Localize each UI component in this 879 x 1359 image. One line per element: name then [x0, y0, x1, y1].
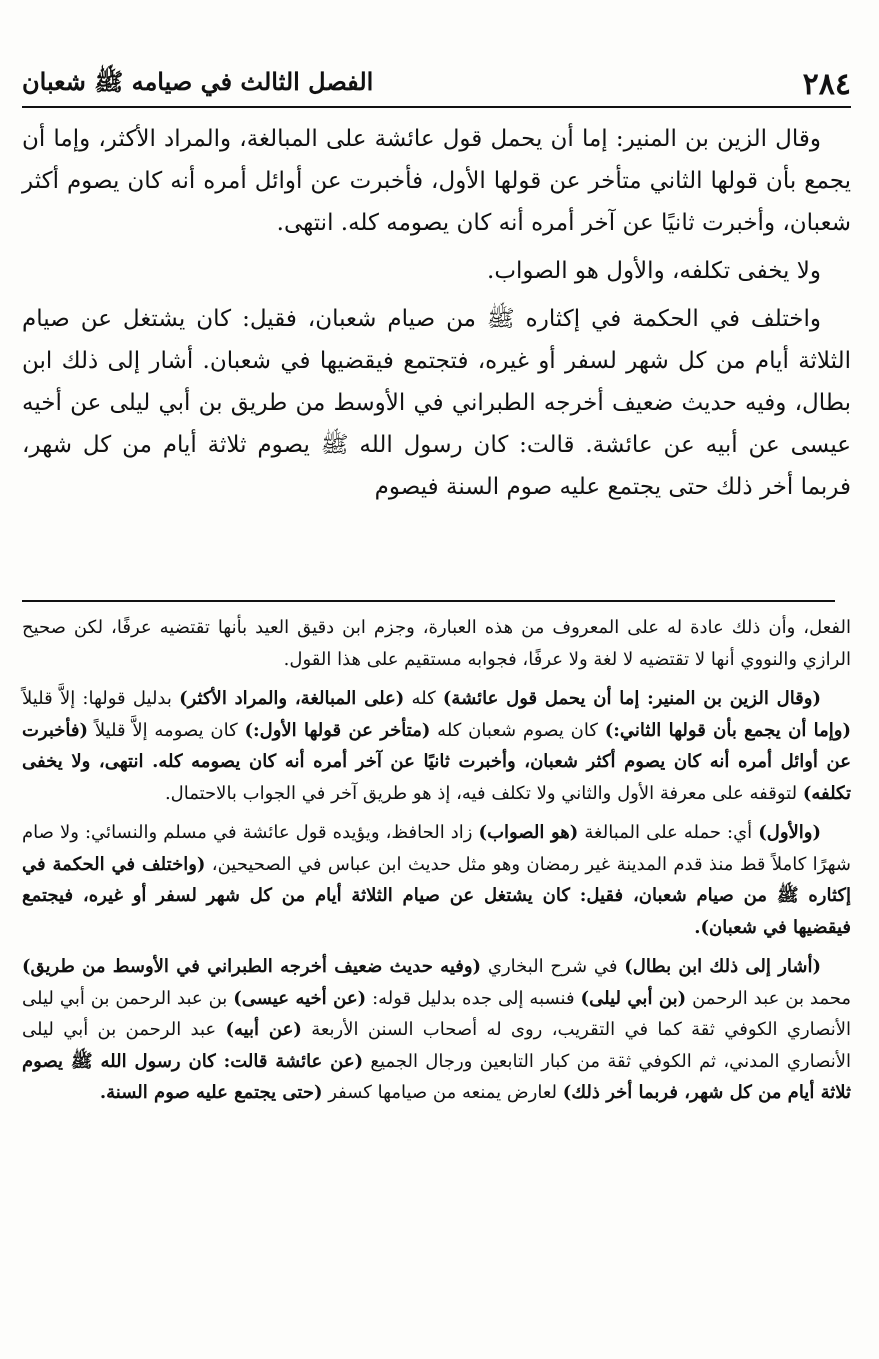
commentary-run: لتوقفه على معرفة الأول والثاني ولا تكلف فيه، إذ هو طريق آخر في الجواب بالاحتمال.: [164, 782, 803, 804]
commentary-run: زاد الحافظ، ويؤيده قول عائشة في مسلم والنسائي: ولا صام شهرًا كاملاً قط منذ قدم المدينة غير رمضان وهو مثل حديث ابن عباس في الصحيحين،: [22, 822, 851, 875]
commentary-paragraph-3: [22, 817, 851, 943]
quoted-matn: (أشار إلى ذلك ابن بطال): [624, 956, 821, 977]
commentary-paragraph-2: [22, 683, 851, 809]
footnote-divider: [22, 600, 835, 602]
running-title: الفصل الثالث في صيامه ﷺ شعبان: [22, 67, 374, 96]
quoted-matn: (بن أبي ليلى): [580, 987, 687, 1009]
page-number: ٢٨٤: [802, 67, 851, 102]
commentary-run: كان يصومه إلاَّ قليلاً: [88, 719, 245, 741]
quoted-matn: (فأخبرت عن أوائل أمره أنه كان يصوم أكثر شعبان، وأخبرت ثانيًا عن آخر أمره أنه كان يصومه كله. انتهى، ولا يخفى تكلفه): [22, 719, 851, 804]
commentary-run: لعارض يمنعه من صيامها كسفر: [322, 1082, 563, 1103]
quoted-matn: (عن أخيه عيسى): [233, 987, 367, 1009]
commentary-run: كله: [404, 688, 443, 709]
commentary-text: [22, 612, 851, 1113]
quoted-matn: (عن عائشة قالت: كان رسول الله ﷺ يصوم ثلاثة أيام من كل شهر، فربما أخر ذلك): [22, 1050, 851, 1103]
quoted-matn: (وقال الزين بن المنير: إما أن يحمل قول عائشة): [442, 688, 821, 709]
page-header: [22, 58, 851, 108]
main-paragraph-3: واختلف في الحكمة في إكثاره ﷺ من صيام شعبان، فقيل: كان يشتغل عن صيام الثلاثة أيام من كل شهر لسفر أو غيره، فتجتمع فيقضيها في شعبان. أشار إلى ذلك ابن بطال، وفيه حديث ضعيف أخرجه الطبراني في الأوسط من طريق بن أبي ليلى عن أخيه عيسى عن أبيه عن عائشة. قالت: كان رسول الله ﷺ يصوم ثلاثة أيام من كل شهر، فربما أخر ذلك حتى يجتمع عليه صوم السنة فيصوم: [22, 306, 851, 500]
commentary-run: أي: حمله على المبالغة: [578, 822, 759, 843]
quoted-matn: (وإما أن يجمع بأن قولها الثاني:): [604, 719, 852, 741]
quoted-matn: (على المبالغة، والمراد الأكثر): [179, 688, 405, 709]
quoted-matn: (والأول): [758, 822, 822, 843]
commentary-run: بن عبد الرحمن بن أبي ليلى الأنصاري الكوفي ثقة كما في التقريب، روى له أصحاب السنن الأربعة: [22, 987, 852, 1040]
quoted-matn: (واختلف في الحكمة في إكثاره ﷺ من صيام شعبان، فقيل: كان يشتغل عن صيام الثلاثة أيام من كل شهر لسفر أو غيره، فيجتمع فيقضيها في شعبان).: [22, 853, 851, 938]
quoted-matn: (حتى يجتمع عليه صوم السنة.: [99, 1082, 323, 1103]
commentary-run: عبد الرحمن بن أبي ليلى الأنصاري المدني، ثم الكوفي ثقة من كبار التابعين ورجال الجميع: [22, 1019, 851, 1072]
quoted-matn: (عن أبيه): [225, 1019, 302, 1040]
main-paragraph-2: ولا يخفى تكلفه، والأول هو الصواب.: [487, 258, 821, 284]
main-paragraph-1: وقال الزين بن المنير: إما أن يحمل قول عائشة على المبالغة، والمراد الأكثر، وإما أن يجمع بأن قولها الثاني متأخر عن قولها الأول، فأخبرت عن أوائل أمره أنه كان يصوم أكثر شعبان، وأخبرت ثانيًا عن آخر أمره أنه كان يصومه كله. انتهى.: [22, 126, 851, 236]
quoted-matn: (هو الصواب): [478, 822, 579, 843]
commentary-run: بدليل قولها: إلاَّ قليلاً: [22, 688, 180, 709]
commentary-run: كان يصوم شعبان كله: [430, 719, 605, 741]
commentary-run: في شرح البخاري: [481, 956, 625, 977]
commentary-run: محمد بن عبد الرحمن: [686, 987, 852, 1009]
commentary-paragraph-4: [22, 951, 851, 1109]
main-text: [22, 118, 851, 514]
quoted-matn: (متأخر عن قولها الأول:): [244, 719, 431, 741]
commentary-run: فنسبه إلى جده بدليل قوله:: [366, 987, 581, 1009]
commentary-paragraph-1: الفعل، وأن ذلك عادة له على المعروف من هذه العبارة، وجزم ابن دقيق العيد بأنها تقتضيه عرفًا، لكن صحيح الرازي والنووي أنها لا تقتضيه لا لغة ولا عرفًا، فجوابه مستقيم على هذا القول.: [22, 617, 851, 670]
quoted-matn: (وفيه حديث ضعيف أخرجه الطبراني في الأوسط من طريق): [22, 956, 482, 977]
